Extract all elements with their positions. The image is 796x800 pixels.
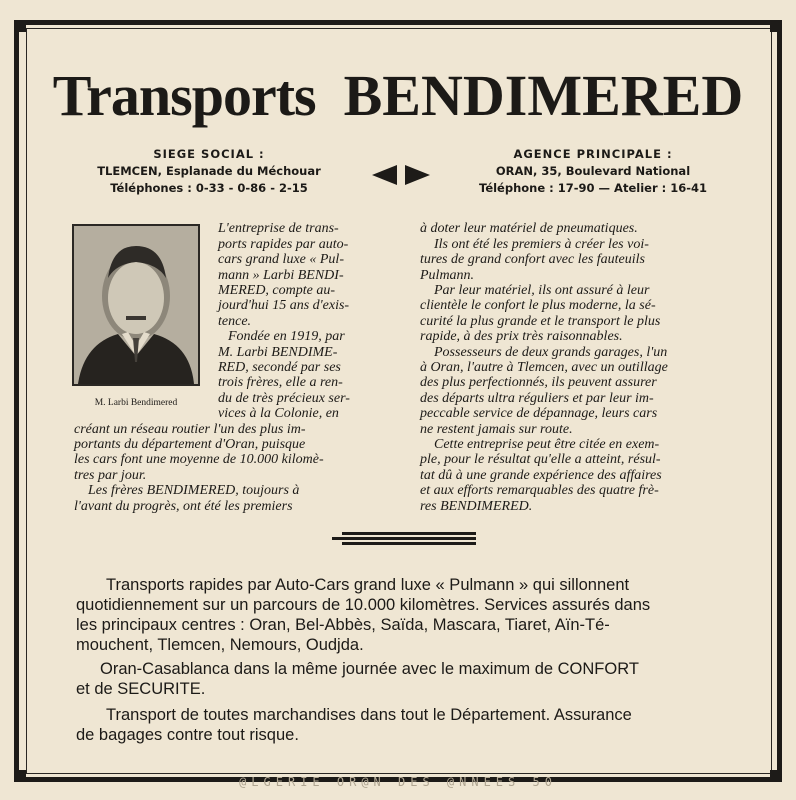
article-line: cars grand luxe « Pul-	[218, 252, 344, 267]
article-line: ne restent jamais sur route.	[420, 422, 573, 437]
siege-phones: Téléphones : 0-33 - 0-86 - 2-15	[110, 181, 308, 195]
corner-ornament	[770, 20, 782, 32]
photo-caption: M. Larbi Bendimered	[94, 398, 178, 408]
article-line: portants du département d'Oran, puisque	[74, 437, 306, 452]
corner-ornament	[14, 20, 26, 32]
article-line: jourd'hui 15 ans d'exis-	[218, 298, 350, 313]
article-line: à Oran, l'autre à Tlemcen, avec un outillage	[420, 360, 668, 375]
article-line: peccable service de dépannage, leurs cars	[420, 406, 658, 421]
article-line: des départs ultra réguliers et par leur im-	[420, 391, 654, 406]
article-line: tence.	[218, 314, 252, 329]
article-line: mann » Larbi BENDI-	[218, 268, 344, 283]
siege-address: TLEMCEN, Esplanade du Méchouar	[97, 164, 321, 178]
article-line: tures de grand confort avec les fauteuils	[420, 252, 645, 267]
page-title	[0, 62, 796, 129]
title-bendimered: BENDIMERED	[343, 63, 744, 128]
article-line: ports rapides par auto-	[218, 237, 349, 252]
article-line: RED, secondé par ses	[218, 360, 341, 375]
article-line: rapide, à des prix très raisonnables.	[420, 329, 623, 344]
article-line: clientèle le confort le plus moderne, la sé-	[420, 298, 656, 313]
services-line: quotidiennement sur un parcours de 10.000 kilomètres. Services assurés dans	[76, 596, 651, 614]
article-line: à doter leur matériel de pneumatiques.	[420, 221, 638, 236]
section-divider	[332, 532, 476, 550]
article-line: Par leur matériel, ils ont assuré à leur	[434, 283, 650, 298]
agence-heading: AGENCE PRINCIPALE :	[513, 147, 673, 161]
siege-social-block	[62, 146, 356, 197]
article-line: curité la plus grande et le transport le plus	[420, 314, 661, 329]
article-line: l'avant du progrès, ont été les premiers	[74, 499, 293, 514]
services-line: Transports rapides par Auto-Cars grand luxe « Pulmann » qui sillonnent	[106, 576, 630, 594]
watermark: @LGERIE OR@N DES @NNEES 50	[239, 775, 557, 789]
article-line: Fondée en 1919, par	[228, 329, 345, 344]
article-line: du de très précieux ser-	[218, 391, 350, 406]
article-line: trois frères, elle a ren-	[218, 375, 343, 390]
article-line: Possesseurs de deux grands garages, l'un	[434, 345, 668, 360]
title-transports: Transports	[52, 63, 316, 128]
article-line: vices à la Colonie, en	[218, 406, 339, 421]
article-line: MERED, compte au-	[218, 283, 336, 298]
agence-phones: Téléphone : 17-90 — Atelier : 16-41	[479, 181, 707, 195]
article-line: tat dû à une grande expérience des affaires	[420, 468, 662, 483]
agence-principale-block	[446, 146, 740, 197]
services-line: les principaux centres : Oran, Bel-Abbès, Saïda, Mascara, Tiaret, Aïn-Té-	[76, 616, 610, 634]
article-line: et aux efforts remarquables des quatre frè-	[420, 483, 659, 498]
double-arrow-icon	[372, 165, 430, 185]
agence-address: ORAN, 35, Boulevard National	[495, 164, 691, 178]
article-line: Cette entreprise peut être citée en exem-	[434, 437, 660, 452]
siege-heading: SIEGE SOCIAL :	[153, 147, 265, 161]
services-line: Transport de toutes marchandises dans tout le Département. Assurance	[106, 706, 632, 724]
services-line: mouchent, Tlemcen, Nemours, Oudjda.	[76, 636, 364, 654]
services-line: de bagages contre tout risque.	[76, 726, 299, 744]
article-line: Pulmann.	[420, 268, 475, 283]
article-line: les cars font une moyenne de 10.000 kilomè-	[74, 452, 324, 467]
article-line: créant un réseau routier l'un des plus im-	[74, 422, 306, 437]
services-line: Oran-Casablanca dans la même journée avec le maximum de CONFORT	[100, 660, 639, 678]
article-line: M. Larbi BENDIME-	[218, 345, 338, 360]
article-line: des plus perfectionnés, ils peuvent assurer	[420, 375, 657, 390]
article-line: Les frères BENDIMERED, toujours à	[88, 483, 300, 498]
article-line: res BENDIMERED.	[420, 499, 533, 514]
article-line: L'entreprise de trans-	[218, 221, 339, 236]
article-line: tres par jour.	[74, 468, 147, 483]
article-line: Ils ont été les premiers à créer les voi-	[434, 237, 649, 252]
services-line: et de SECURITE.	[76, 680, 206, 698]
article-line: ple, pour le résultat qu'elle a atteint, résul-	[420, 452, 661, 467]
portrait-photo	[72, 224, 200, 386]
